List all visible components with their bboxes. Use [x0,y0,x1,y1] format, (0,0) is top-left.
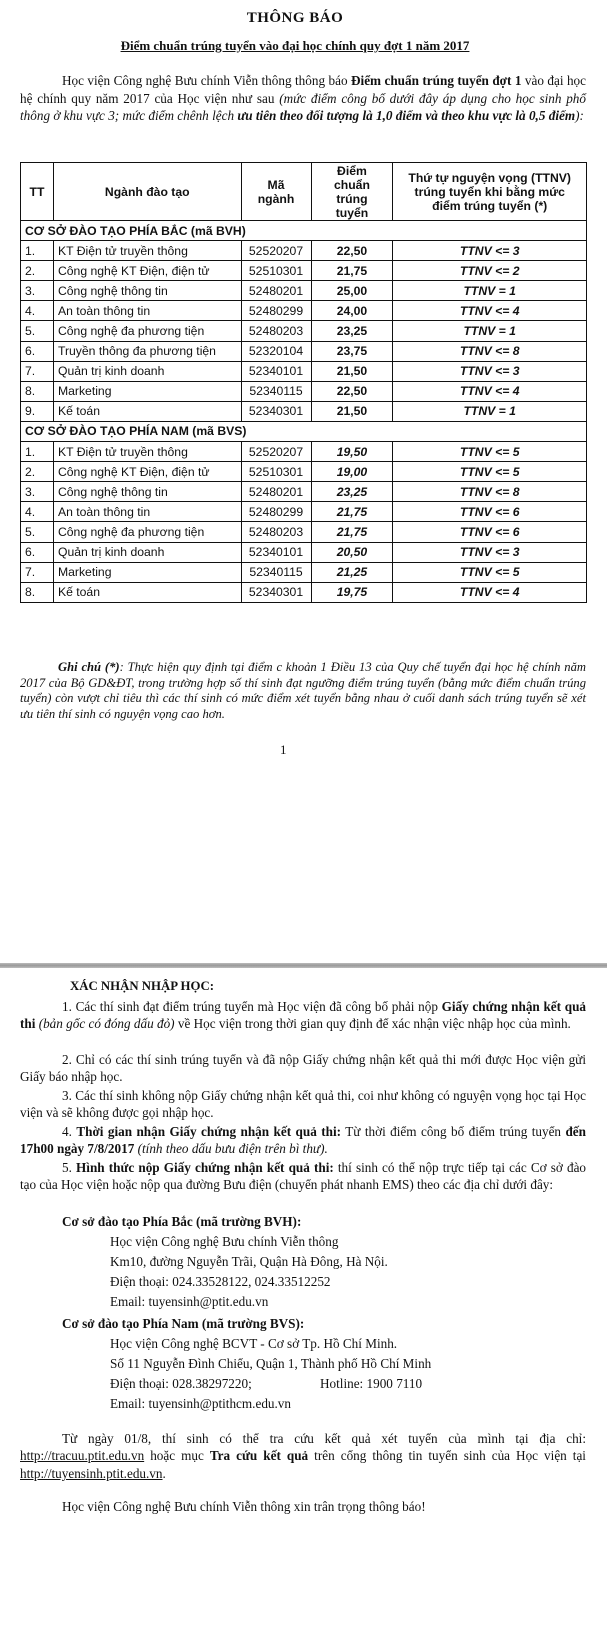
cell-tt: 7. [21,361,54,381]
cell-score: 19,50 [311,442,393,462]
cell-tt: 8. [21,381,54,401]
north-address-email[interactable]: Email: tuyensinh@ptit.edu.vn [110,1294,269,1309]
cell-code: 52510301 [241,261,311,281]
south-address-email[interactable]: Email: tuyensinh@ptithcm.edu.vn [110,1396,291,1411]
cell-ttnv: TTNV <= 8 [393,341,587,361]
item4-italic: (tính theo dấu bưu điện trên bì thư). [134,1141,328,1157]
cell-major: Kế toán [53,401,241,421]
cell-major: Công nghệ KT Điện, điện tử [53,462,241,482]
cell-tt: 7. [21,562,54,582]
scores-table [20,162,587,603]
cell-code: 52480299 [241,301,311,321]
document-subtitle: Điểm chuẩn trúng tuyển vào đại học chính quy đợt 1 năm 2017 [120,38,470,53]
lookup-link-tracuu[interactable]: http://tracuu.ptit.edu.vn [20,1448,145,1464]
confirmation-item-4 [20,1123,586,1158]
cell-ttnv: TTNV <= 4 [393,582,587,602]
cell-code: 52480201 [241,482,311,502]
cell-ttnv: TTNV = 1 [393,401,587,421]
table-row [21,301,587,321]
cell-ttnv: TTNV <= 3 [393,542,587,562]
lookup-text: Từ ngày 01/8, thí sinh có thể tra cứu kết quả xét tuyển của mình tại địa chỉ: [62,1431,586,1446]
cell-tt: 1. [21,442,54,462]
south-address-street: Số 11 Nguyễn Đình Chiểu, Quận 1, Thành phố Hồ Chí Minh [110,1356,432,1371]
cell-ttnv: TTNV <= 5 [393,442,587,462]
header-ttnv: Thứ tự nguyện vọng (TTNV) trúng tuyển khi bằng mức điểm trúng tuyển (*) [393,163,587,221]
cell-ttnv: TTNV = 1 [393,281,587,301]
cell-score: 21,75 [311,502,393,522]
cell-major: Quản trị kinh doanh [53,542,241,562]
cell-ttnv: TTNV = 1 [393,321,587,341]
item5-bold: Hình thức nộp Giấy chứng nhận kết quả thi: [76,1160,334,1175]
confirmation-heading: XÁC NHẬN NHẬP HỌC: [70,979,214,993]
cell-code: 52480299 [241,502,311,522]
cell-tt: 5. [21,321,54,341]
header-major: Ngành đào tạo [53,163,241,221]
cell-ttnv: TTNV <= 3 [393,361,587,381]
cell-major: Marketing [53,381,241,401]
cell-score: 25,00 [311,281,393,301]
cell-major: Truyền thông đa phương tiện [53,341,241,361]
cell-code: 52340115 [241,381,311,401]
cell-code: 52480203 [241,522,311,542]
table-row [21,502,587,522]
cell-major: Quản trị kinh doanh [53,361,241,381]
north-address-street: Km10, đường Nguyễn Trãi, Quận Hà Đông, Hà Nội. [110,1254,388,1269]
intro-italic: (mức điểm công bố dưới đây áp dụng cho học sinh phổ thông ở khu vực 3; mức điểm chênh lệch [20,90,586,123]
table-row [21,321,587,341]
cell-code: 52320104 [241,341,311,361]
cell-ttnv: TTNV <= 5 [393,462,587,482]
cell-code: 52480203 [241,321,311,341]
item2-text: 2. Chỉ có các thí sinh trúng tuyển và đã nộp Giấy chứng nhận kết quả thi mới được Học viện gửi Giấy báo nhập học. [20,1052,586,1085]
cell-major: KT Điện tử truyền thông [53,442,241,462]
cell-ttnv: TTNV <= 2 [393,261,587,281]
item1-text-2: về Học viện trong thời gian quy định để xác nhận việc nhập học của mình. [174,1016,571,1032]
cell-ttnv: TTNV <= 6 [393,502,587,522]
cell-tt: 6. [21,542,54,562]
cell-score: 19,00 [311,462,393,482]
intro-text: Học viện Công nghệ Bưu chính Viễn thông thông báo [62,73,352,88]
cell-ttnv: TTNV <= 4 [393,301,587,321]
item4-num: 4. [62,1124,77,1139]
lookup-bold: Tra cứu kết quả [209,1448,309,1464]
cell-major: An toàn thông tin [53,502,241,522]
cell-code: 52340115 [241,562,311,582]
scores-table-body [21,221,587,603]
lookup-text-3: trên cổng thông tin tuyển sinh của Học viện tại [308,1448,586,1464]
item5-num: 5. [62,1160,77,1175]
cell-code: 52340301 [241,582,311,602]
cell-major: KT Điện tử truyền thông [53,241,241,261]
cell-major: Marketing [53,562,241,582]
footnote-label: Ghi chú (*) [58,660,120,674]
cell-major: Kế toán [53,582,241,602]
section-north-label: CƠ SỞ ĐÀO TẠO PHÍA BẮC (mã BVH) [21,221,587,241]
cell-score: 21,25 [311,562,393,582]
cell-score: 22,50 [311,381,393,401]
cell-major: An toàn thông tin [53,301,241,321]
cell-ttnv: TTNV <= 3 [393,241,587,261]
cell-code: 52510301 [241,462,311,482]
table-row [21,361,587,381]
section-south-label: CƠ SỞ ĐÀO TẠO PHÍA NAM (mã BVS) [21,421,587,441]
intro-bold: Điểm chuẩn trúng tuyển đợt 1 [351,73,522,88]
cell-ttnv: TTNV <= 6 [393,522,587,542]
closing-line: Học viện Công nghệ Bưu chính Viễn thông xin trân trọng thông báo! [62,1499,426,1514]
footnote-text: : Thực hiện quy định tại điểm c khoản 1 Điều 13 của Quy chế tuyển đại học hệ chính năm 2017 của Bộ GD&ĐT, trong trường hợp số thí sinh đạt ngưỡng điểm trúng tuyển (bằng mức điểm chuẩn trúng tuyển) còn vượt chỉ tiêu thì các thí sinh có mức điểm xét tuyển bằng nhau ở cuối danh sách trúng tuyển sẽ xét ưu tiên thí sinh có nguyện vọng cao hơn. [20,660,586,721]
item3-text: 3. Các thí sinh không nộp Giấy chứng nhận kết quả thi, coi như không có nguyện vọng học tại Học viện và sẽ không được gọi nhập học. [20,1088,586,1121]
cell-score: 23,75 [311,341,393,361]
cell-code: 52520207 [241,241,311,261]
confirmation-item-2 [20,1051,586,1086]
header-tt: TT [21,163,54,221]
page-2 [0,968,607,1631]
cell-score: 19,75 [311,582,393,602]
north-address-phone: Điện thoại: 024.33528122, 024.33512252 [110,1274,331,1289]
cell-tt: 4. [21,301,54,321]
table-row [21,542,587,562]
item1-bold: Giấy chứng nhận kết quả thi [20,999,586,1032]
cell-score: 20,50 [311,542,393,562]
cell-ttnv: TTNV <= 8 [393,482,587,502]
lookup-text-2: hoặc mục [144,1448,210,1464]
table-row [21,241,587,261]
cell-score: 22,50 [311,241,393,261]
footnote [20,660,586,722]
item4-bold: Thời gian nhận Giấy chứng nhận kết quả thi: [76,1124,342,1139]
intro-italic-end: ): [575,108,584,123]
cell-major: Công nghệ thông tin [53,281,241,301]
intro-paragraph [20,72,586,125]
table-row [21,482,587,502]
cell-score: 21,75 [311,522,393,542]
table-row [21,381,587,401]
cell-tt: 2. [21,462,54,482]
cell-tt: 3. [21,482,54,502]
item5-text: thí sinh có thể nộp trực tiếp tại các Cơ sở đào tạo của Học viện hoặc nộp qua đường Bưu điện (chuyển phát nhanh EMS) theo các địa chỉ dưới đây: [20,1160,587,1193]
cell-score: 24,00 [311,301,393,321]
lookup-link-tuyensinh[interactable]: http://tuyensinh.ptit.edu.vn [20,1465,163,1481]
cell-major: Công nghệ đa phương tiện [53,522,241,542]
cell-tt: 9. [21,401,54,421]
cell-major: Công nghệ thông tin [53,482,241,502]
cell-code: 52520207 [241,442,311,462]
cell-score: 23,25 [311,482,393,502]
cell-tt: 4. [21,502,54,522]
table-header-row [21,163,587,221]
document-title: THÔNG BÁO [246,10,344,26]
table-row [21,562,587,582]
cell-score: 23,25 [311,321,393,341]
cell-score: 21,75 [311,261,393,281]
south-address-name: Học viện Công nghệ BCVT - Cơ sở Tp. Hồ Chí Minh. [110,1336,398,1351]
cell-major: Công nghệ đa phương tiện [53,321,241,341]
item1-italic: (bản gốc có đóng dấu đỏ) [35,1016,175,1032]
confirmation-item-1 [20,998,586,1033]
table-row [21,462,587,482]
cell-ttnv: TTNV <= 4 [393,381,587,401]
cell-tt: 3. [21,281,54,301]
item4-bold-2: đến 17h00 ngày 7/8/2017 [20,1124,586,1157]
header-score: Điểm chuẩn trúng tuyển [311,163,393,221]
table-row [21,442,587,462]
table-row [21,261,587,281]
cell-tt: 6. [21,341,54,361]
page-number: 1 [280,742,287,757]
header-code: Mã ngành [241,163,311,221]
cell-tt: 1. [21,241,54,261]
table-row [21,522,587,542]
cell-code: 52340101 [241,361,311,381]
cell-score: 21,50 [311,361,393,381]
cell-code: 52340301 [241,401,311,421]
cell-major: Công nghệ KT Điện, điện tử [53,261,241,281]
cell-ttnv: TTNV <= 5 [393,562,587,582]
table-row [21,281,587,301]
south-address-hotline: Hotline: 1900 7110 [320,1376,423,1391]
intro-text-2: vào đại học hệ chính quy năm 2017 của Học viện như sau [20,73,586,106]
item4-text: Từ thời điểm công bố điểm trúng tuyển [341,1124,566,1139]
north-address-name: Học viện Công nghệ Bưu chính Viễn thông [110,1234,339,1249]
section-south [21,421,587,441]
cell-tt: 5. [21,522,54,542]
table-row [21,401,587,421]
confirmation-item-3 [20,1087,586,1122]
intro-bold-italic: ưu tiên theo đối tượng là 1,0 điểm và theo khu vực là 0,5 điểm [237,108,576,123]
cell-code: 52480201 [241,281,311,301]
cell-score: 21,50 [311,401,393,421]
table-row [21,582,587,602]
lookup-paragraph [20,1430,586,1482]
section-north [21,221,587,241]
item1-text: 1. Các thí sinh đạt điểm trúng tuyển mà Học viện đã công bố phải nộp [62,999,442,1014]
cell-code: 52340101 [241,542,311,562]
north-address-heading: Cơ sở đào tạo Phía Bắc (mã trường BVH): [62,1214,302,1229]
table-row [21,341,587,361]
cell-tt: 8. [21,582,54,602]
south-address-heading: Cơ sở đào tạo Phía Nam (mã trường BVS): [62,1316,305,1331]
cell-tt: 2. [21,261,54,281]
lookup-text-4: . [162,1465,166,1481]
confirmation-item-5 [20,1159,586,1194]
south-address-phone: Điện thoại: 028.38297220; [110,1376,252,1391]
